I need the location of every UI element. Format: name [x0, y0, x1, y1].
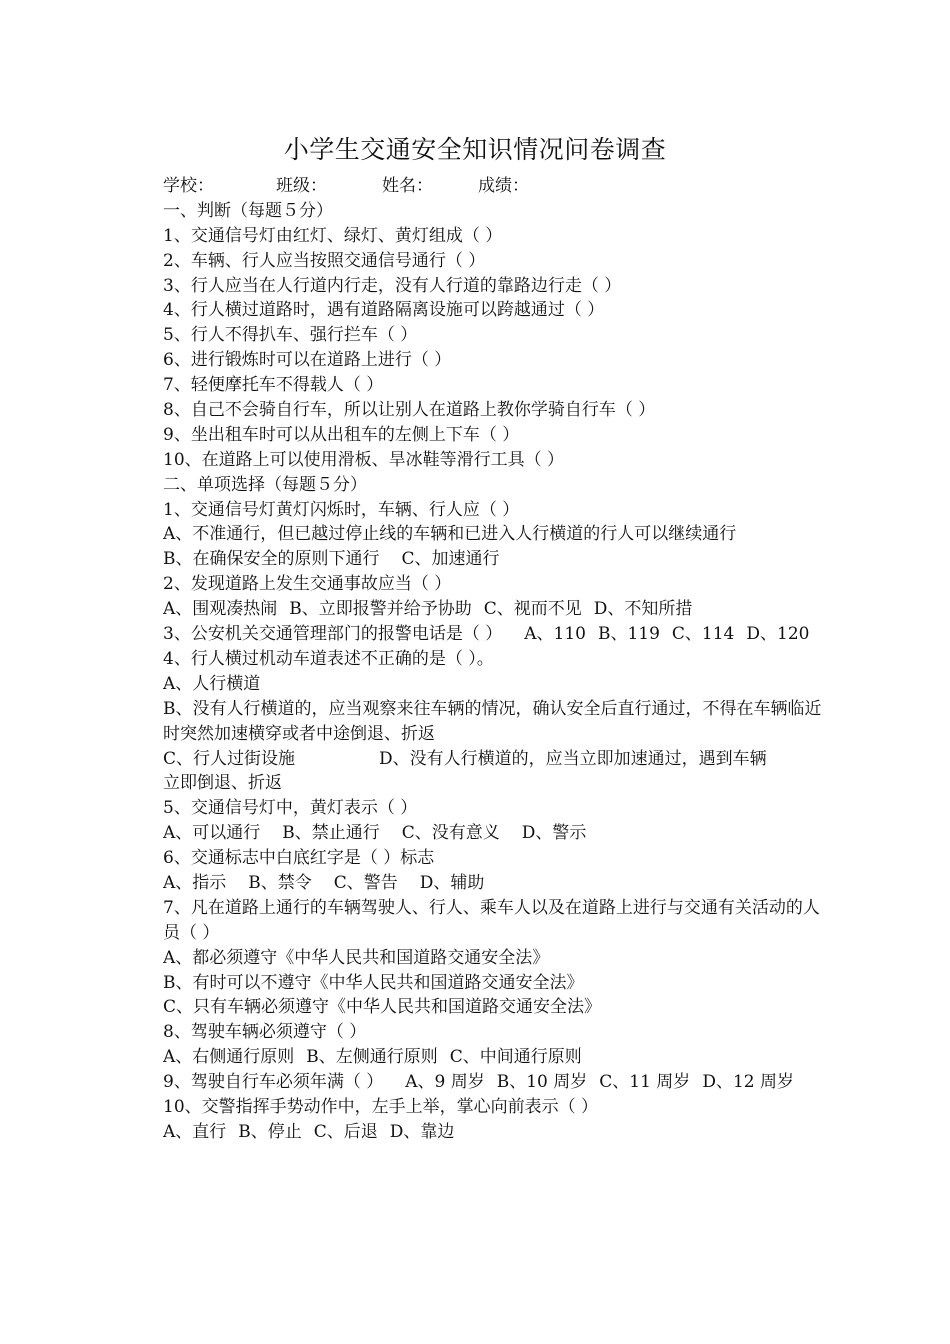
judgement-item-8: 8、自己不会骑自行车，所以让别人在道路上教你学骑自行车（ ）: [163, 400, 656, 421]
choice-q6-option-d: D、辅助: [419, 872, 485, 893]
choice-q9-option-d: D、12 周岁: [702, 1072, 794, 1093]
choice-q10-option-c: C、后退: [313, 1121, 378, 1142]
judgement-item-1: 1、交通信号灯由红灯、绿灯、黄灯组成（ ）: [163, 225, 503, 246]
choice-q9-option-a: A、9 周岁: [405, 1072, 485, 1093]
choice-q10-option-d: D、靠边: [389, 1121, 455, 1142]
choice-q9-option-b: B、10 周岁: [496, 1072, 588, 1093]
choice-q6-option-c: C、警告: [333, 872, 398, 893]
choice-q5-option-b: B、禁止通行: [282, 823, 380, 844]
choice-q9: [163, 1070, 823, 1095]
choice-q4-option-a: A、人行横道: [163, 673, 261, 694]
document-body: [163, 174, 823, 1145]
choice-q10-option-a: A、直行: [163, 1121, 227, 1142]
choice-q2-option-b: B、立即报警并给予协助: [289, 599, 472, 620]
choice-q6-option-b: B、禁令: [248, 872, 312, 893]
judgement-item-2: 2、车辆、行人应当按照交通信号通行（ ）: [163, 250, 486, 271]
judgement-item-7: 7、轻便摩托车不得载人（ ）: [163, 375, 384, 396]
section2-heading: 二、单项选择（每题５分）: [163, 474, 367, 495]
choice-q7-option-c: C、只有车辆必须遵守《中华人民共和国道路交通安全法》: [163, 997, 602, 1018]
choice-q5-option-a: A、可以通行: [163, 823, 261, 844]
choice-q1-option-b: B、在确保安全的原则下通行: [163, 549, 380, 570]
choice-q7-stem: 7、凡在道路上通行的车辆驾驶人、行人、乘车人以及在道路上进行与交通有关活动的人员（ ）: [163, 897, 820, 943]
judgement-item-3: 3、行人应当在人行道内行走，没有人行道的靠路边行走（ ）: [163, 275, 622, 296]
choice-q3-stem: 3、公安机关交通管理部门的报警电话是（ ）: [163, 624, 503, 645]
choice-q3-option-d: D、120: [746, 624, 810, 645]
judgement-item-4: 4、行人横过道路时，遇有道路隔离设施可以跨越通过（ ）: [163, 300, 605, 321]
choice-q3-option-c: C、114: [671, 624, 735, 645]
info-fields: [163, 174, 823, 199]
choice-q4-option-c: C、行人过街设施: [163, 748, 296, 769]
judgement-item-9: 9、坐出租车时可以从出租车的左侧上下车（ ）: [163, 424, 520, 445]
choice-q10-options: [163, 1120, 823, 1145]
choice-q1-option-c: C、加速通行: [401, 549, 500, 570]
choice-q2-option-c: C、视而不见: [483, 599, 582, 620]
choice-q2-option-d: D、不知所措: [593, 599, 693, 620]
choice-q4-stem: 4、行人横过机动车道表述不正确的是（ ）。: [163, 648, 494, 669]
choice-q4-option-d: D、没有人行横道的，应当立即加速通过，遇到车辆: [379, 748, 767, 769]
choice-q8-option-b: B、左侧通行原则: [306, 1047, 438, 1068]
choice-q3-option-a: A、110: [524, 624, 586, 645]
choice-q10-stem: 10、交警指挥手势动作中，左手上举，掌心向前表示（ ）: [163, 1097, 599, 1118]
choice-q9-option-c: C、11 周岁: [599, 1072, 691, 1093]
choice-q6-stem: 6、交通标志中白底红字是（ ）标志: [163, 848, 435, 869]
name-field: 姓名：: [382, 176, 433, 196]
choice-q8-stem: 8、驾驶车辆必须遵守（ ）: [163, 1022, 367, 1043]
choice-q8-option-a: A、右侧通行原则: [163, 1047, 295, 1068]
document-title: 小学生交通安全知识情况问卷调查: [283, 135, 667, 164]
choice-q5-option-c: C、没有意义: [401, 823, 500, 844]
judgement-item-6: 6、进行锻炼时可以在道路上进行（ ）: [163, 350, 452, 371]
choice-q4-options-cd: [163, 747, 823, 772]
choice-q4-option-b: B、没有人行横道的，应当观察来往车辆的情况，确认安全后直行通过，不得在车辆临近时突然加速横穿或者中途倒退、折返: [163, 698, 822, 744]
judgement-item-10: 10、在道路上可以使用滑板、旱冰鞋等滑行工具（ ）: [163, 449, 565, 470]
choice-q2-option-a: A、围观凑热闹: [163, 599, 278, 620]
choice-q1-stem: 1、交通信号灯黄灯闪烁时，车辆、行人应（ ）: [163, 499, 520, 520]
choice-q1-option-a: A、不准通行，但已越过停止线的车辆和已进入人行横道的行人可以继续通行: [163, 524, 737, 545]
choice-q4-option-d-cont: 立即倒退、折返: [163, 773, 282, 794]
choice-q2-stem: 2、发现道路上发生交通事故应当（ ）: [163, 574, 452, 595]
choice-q8-option-c: C、中间通行原则: [449, 1047, 582, 1068]
choice-q10-option-b: B、停止: [238, 1121, 302, 1142]
judgement-item-5: 5、行人不得扒车、强行拦车（ ）: [163, 325, 418, 346]
choice-q9-stem: 9、驾驶自行车必须年满（ ）: [163, 1072, 384, 1093]
choice-q5-options: [163, 821, 823, 846]
choice-q3: [163, 622, 823, 647]
choice-q7-option-b: B、有时可以不遵守《中华人民共和国道路交通安全法》: [163, 972, 584, 993]
choice-q7-option-a: A、都必须遵守《中华人民共和国道路交通安全法》: [163, 947, 550, 968]
choice-q1-options-bc: [163, 547, 823, 572]
choice-q2-options: [163, 597, 823, 622]
choice-q5-option-d: D、警示: [521, 823, 587, 844]
section1-heading: 一、判断（每题５分）: [163, 200, 333, 221]
choice-q8-options: [163, 1045, 823, 1070]
choice-q6-option-a: A、指示: [163, 872, 227, 893]
class-field: 班级：: [276, 176, 327, 196]
choice-q6-options: [163, 871, 823, 896]
choice-q3-option-b: B、119: [597, 624, 660, 645]
score-field: 成绩：: [478, 176, 529, 196]
school-field: 学校：: [163, 176, 214, 196]
choice-q5-stem: 5、交通信号灯中，黄灯表示（ ）: [163, 798, 418, 819]
